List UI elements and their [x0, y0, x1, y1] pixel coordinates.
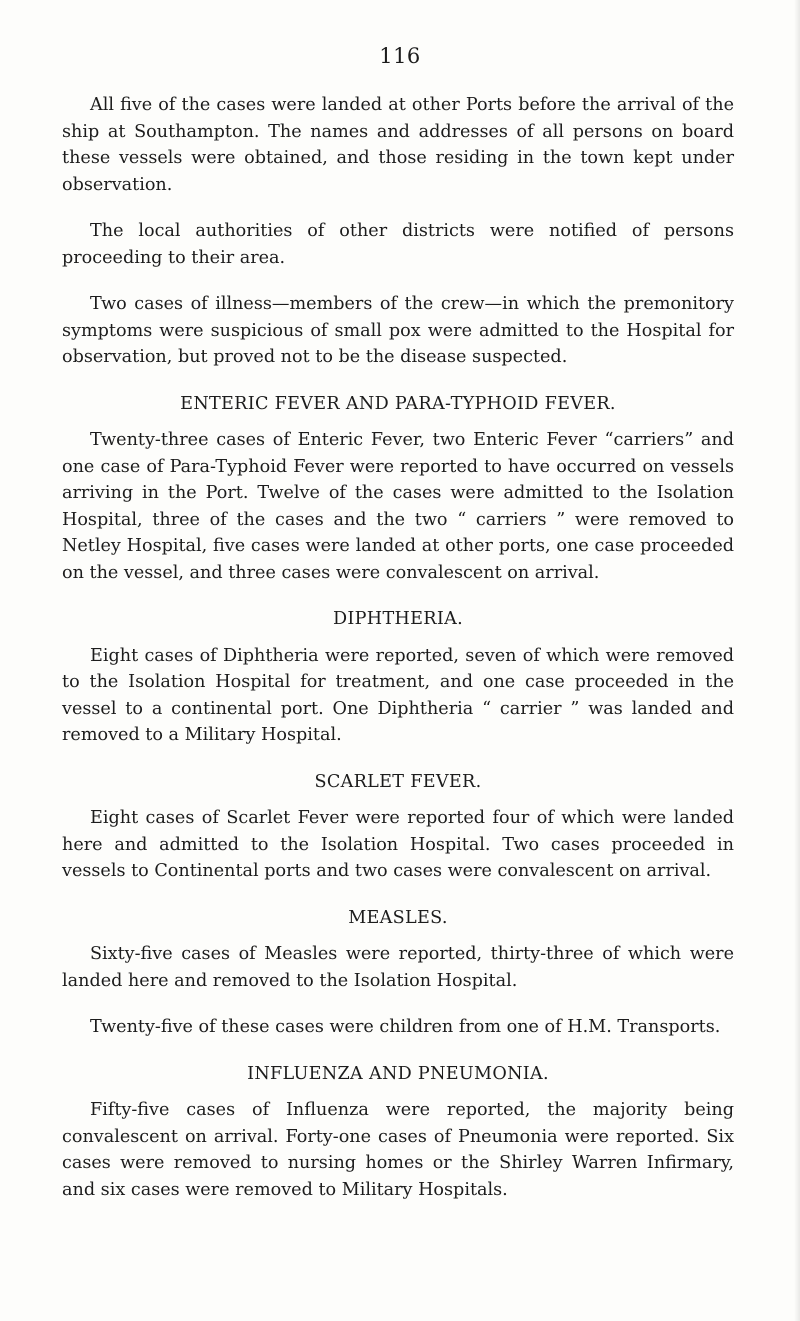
intro-paragraph-1: All five of the cases were landed at other Ports before the arrival of the ship at Southampton. The names and addresses of all persons on board these vessels were obtained, and those residing in the town kept under observation. [62, 95, 734, 195]
measles-paragraph-2: Twenty-five of these cases were children from one of H.M. Transports. [90, 1017, 721, 1037]
scarlet-fever-heading: SCARLET FEVER. [314, 771, 482, 792]
page-content [62, 92, 734, 1223]
scarlet-fever-paragraph: Eight cases of Scarlet Fever were reported four of which were landed here and admitted to the Isolation Hospital. Two cases proceeded in vessels to Continental ports and two cases were convalescent on arrival. [62, 808, 734, 881]
intro-paragraph-3: Two cases of illness—members of the crew—in which the premonitory symptoms were suspicious of small pox were admitted to the Hospital for observation, but proved not to be the disease suspected. [62, 294, 734, 367]
page-edge-shadow [794, 0, 800, 1321]
diphtheria-heading: DIPHTHERIA. [333, 609, 463, 629]
intro-paragraph-2: The local authorities of other districts were notified of persons proceeding to their area. [62, 221, 734, 268]
page-number: 116 [379, 44, 421, 68]
enteric-fever-paragraph: Twenty-three cases of Enteric Fever, two Enteric Fever “carriers” and one case of Para-Typhoid Fever were reported to have occurred on vessels arriving in the Port. Twelve of the cases were admitted to the Isolation Hospital, three of the cases and the two “ carriers ” were removed to Netley Hospital, five cases were landed at other ports, one case proceeded on the vessel, and three cases were convalescent on arrival. [62, 430, 734, 583]
measles-paragraph-1: Sixty-five cases of Measles were reported, thirty-three of which were landed here and removed to the Isolation Hospital. [62, 944, 734, 991]
enteric-fever-heading: ENTERIC FEVER AND PARA-TYPHOID FEVER. [180, 393, 616, 414]
influenza-pneumonia-heading: INFLUENZA AND PNEUMONIA. [247, 1063, 549, 1084]
influenza-pneumonia-paragraph: Fifty-five cases of Influenza were reported, the majority being convalescent on arrival. Forty-one cases of Pneumonia were reported. Six cases were removed to nursing homes or the Shirley Warren Infirmary, and six cases were removed to Military Hospitals. [62, 1100, 734, 1200]
measles-heading: MEASLES. [348, 907, 448, 928]
diphtheria-paragraph: Eight cases of Diphtheria were reported, seven of which were removed to the Isolation Hospital for treatment, and one case proceeded in the vessel to a continental port. One Diphtheria “ carrier ” was landed and removed to a Military Hospital. [62, 645, 734, 745]
